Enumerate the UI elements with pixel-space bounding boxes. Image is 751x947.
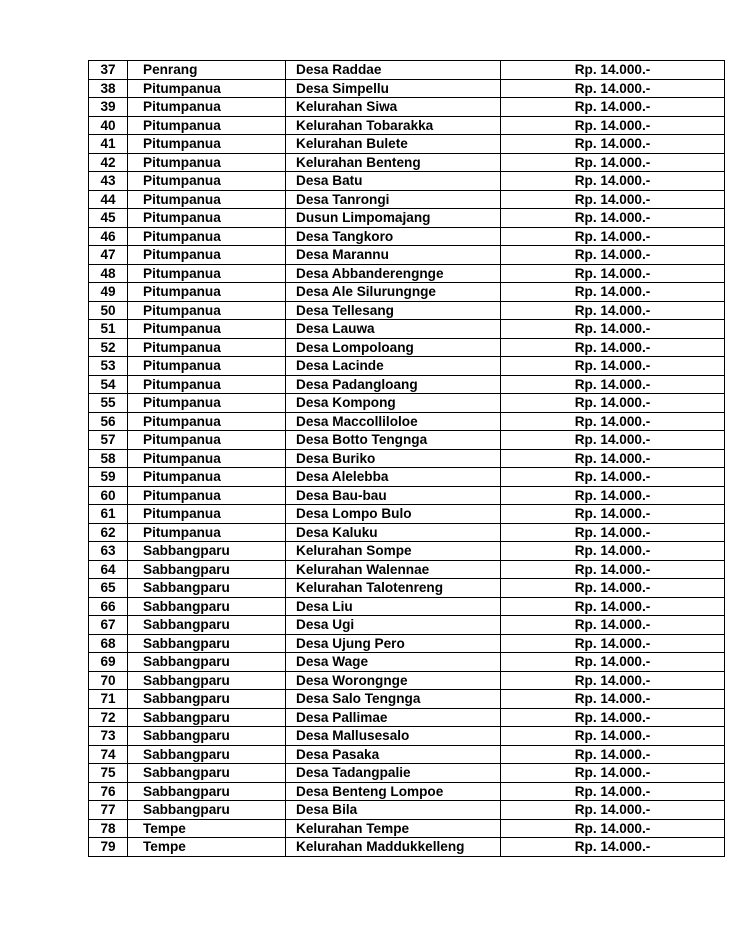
desa-cell: Desa Ale Silurungnge <box>286 283 501 302</box>
row-number-cell: 53 <box>89 357 128 376</box>
amount-cell: Rp. 14.000.- <box>501 745 725 764</box>
desa-cell: Desa Pasaka <box>286 745 501 764</box>
kecamatan-cell: Sabbangparu <box>128 653 286 672</box>
table-row <box>89 357 725 376</box>
amount-cell: Rp. 14.000.- <box>501 135 725 154</box>
table-row <box>89 61 725 80</box>
table-row <box>89 98 725 117</box>
row-number-cell: 69 <box>89 653 128 672</box>
amount-cell: Rp. 14.000.- <box>501 690 725 709</box>
row-number-cell: 61 <box>89 505 128 524</box>
desa-cell: Kelurahan Talotenreng <box>286 579 501 598</box>
desa-cell: Kelurahan Maddukkelleng <box>286 838 501 857</box>
kecamatan-cell: Tempe <box>128 838 286 857</box>
kecamatan-cell: Pitumpanua <box>128 283 286 302</box>
amount-cell: Rp. 14.000.- <box>501 394 725 413</box>
kecamatan-cell: Pitumpanua <box>128 172 286 191</box>
row-number-cell: 48 <box>89 264 128 283</box>
desa-cell: Desa Wage <box>286 653 501 672</box>
table-row <box>89 486 725 505</box>
kecamatan-cell: Sabbangparu <box>128 671 286 690</box>
desa-cell: Desa Kaluku <box>286 523 501 542</box>
kecamatan-cell: Pitumpanua <box>128 357 286 376</box>
desa-cell: Desa Maccolliloloe <box>286 412 501 431</box>
table-row <box>89 246 725 265</box>
amount-cell: Rp. 14.000.- <box>501 116 725 135</box>
amount-cell: Rp. 14.000.- <box>501 542 725 561</box>
row-number-cell: 50 <box>89 301 128 320</box>
desa-cell: Desa Tangkoro <box>286 227 501 246</box>
desa-cell: Desa Lauwa <box>286 320 501 339</box>
desa-cell: Desa Buriko <box>286 449 501 468</box>
amount-cell: Rp. 14.000.- <box>501 801 725 820</box>
amount-cell: Rp. 14.000.- <box>501 209 725 228</box>
amount-cell: Rp. 14.000.- <box>501 523 725 542</box>
row-number-cell: 65 <box>89 579 128 598</box>
amount-cell: Rp. 14.000.- <box>501 653 725 672</box>
row-number-cell: 71 <box>89 690 128 709</box>
table-row <box>89 394 725 413</box>
table-row <box>89 338 725 357</box>
desa-cell: Desa Tanrongi <box>286 190 501 209</box>
kecamatan-cell: Pitumpanua <box>128 153 286 172</box>
desa-cell: Desa Raddae <box>286 61 501 80</box>
kecamatan-cell: Pitumpanua <box>128 246 286 265</box>
amount-cell: Rp. 14.000.- <box>501 838 725 857</box>
kecamatan-cell: Sabbangparu <box>128 616 286 635</box>
table-row <box>89 172 725 191</box>
kecamatan-cell: Pitumpanua <box>128 449 286 468</box>
row-number-cell: 45 <box>89 209 128 228</box>
row-number-cell: 70 <box>89 671 128 690</box>
amount-cell: Rp. 14.000.- <box>501 708 725 727</box>
row-number-cell: 51 <box>89 320 128 339</box>
table-row <box>89 412 725 431</box>
amount-cell: Rp. 14.000.- <box>501 320 725 339</box>
desa-cell: Kelurahan Bulete <box>286 135 501 154</box>
amount-cell: Rp. 14.000.- <box>501 727 725 746</box>
kecamatan-cell: Sabbangparu <box>128 634 286 653</box>
desa-cell: Desa Padangloang <box>286 375 501 394</box>
kecamatan-cell: Penrang <box>128 61 286 80</box>
village-fee-table <box>88 60 725 857</box>
amount-cell: Rp. 14.000.- <box>501 153 725 172</box>
table-row <box>89 764 725 783</box>
kecamatan-cell: Pitumpanua <box>128 431 286 450</box>
desa-cell: Kelurahan Walennae <box>286 560 501 579</box>
table-row <box>89 116 725 135</box>
row-number-cell: 77 <box>89 801 128 820</box>
kecamatan-cell: Pitumpanua <box>128 135 286 154</box>
row-number-cell: 78 <box>89 819 128 838</box>
row-number-cell: 75 <box>89 764 128 783</box>
table-row <box>89 449 725 468</box>
row-number-cell: 74 <box>89 745 128 764</box>
kecamatan-cell: Pitumpanua <box>128 468 286 487</box>
desa-cell: Desa Benteng Lompoe <box>286 782 501 801</box>
amount-cell: Rp. 14.000.- <box>501 468 725 487</box>
amount-cell: Rp. 14.000.- <box>501 227 725 246</box>
row-number-cell: 72 <box>89 708 128 727</box>
row-number-cell: 52 <box>89 338 128 357</box>
table-row <box>89 153 725 172</box>
kecamatan-cell: Pitumpanua <box>128 116 286 135</box>
row-number-cell: 43 <box>89 172 128 191</box>
kecamatan-cell: Pitumpanua <box>128 375 286 394</box>
desa-cell: Desa Bau-bau <box>286 486 501 505</box>
desa-cell: Desa Tadangpalie <box>286 764 501 783</box>
kecamatan-cell: Pitumpanua <box>128 523 286 542</box>
kecamatan-cell: Pitumpanua <box>128 320 286 339</box>
desa-cell: Desa Abbanderengnge <box>286 264 501 283</box>
amount-cell: Rp. 14.000.- <box>501 79 725 98</box>
desa-cell: Kelurahan Benteng <box>286 153 501 172</box>
kecamatan-cell: Pitumpanua <box>128 227 286 246</box>
row-number-cell: 67 <box>89 616 128 635</box>
desa-cell: Desa Salo Tengnga <box>286 690 501 709</box>
row-number-cell: 38 <box>89 79 128 98</box>
kecamatan-cell: Pitumpanua <box>128 190 286 209</box>
desa-cell: Kelurahan Tobarakka <box>286 116 501 135</box>
kecamatan-cell: Sabbangparu <box>128 560 286 579</box>
row-number-cell: 37 <box>89 61 128 80</box>
table-row <box>89 727 725 746</box>
table-row <box>89 79 725 98</box>
table-row <box>89 671 725 690</box>
kecamatan-cell: Sabbangparu <box>128 801 286 820</box>
table-row <box>89 283 725 302</box>
amount-cell: Rp. 14.000.- <box>501 597 725 616</box>
table-row <box>89 819 725 838</box>
table-row <box>89 135 725 154</box>
row-number-cell: 62 <box>89 523 128 542</box>
kecamatan-cell: Tempe <box>128 819 286 838</box>
desa-cell: Desa Pallimae <box>286 708 501 727</box>
table-row <box>89 708 725 727</box>
desa-cell: Desa Ugi <box>286 616 501 635</box>
kecamatan-cell: Sabbangparu <box>128 727 286 746</box>
table-row <box>89 616 725 635</box>
amount-cell: Rp. 14.000.- <box>501 98 725 117</box>
row-number-cell: 59 <box>89 468 128 487</box>
table-body <box>89 61 725 857</box>
kecamatan-cell: Sabbangparu <box>128 597 286 616</box>
row-number-cell: 63 <box>89 542 128 561</box>
row-number-cell: 49 <box>89 283 128 302</box>
amount-cell: Rp. 14.000.- <box>501 431 725 450</box>
desa-cell: Desa Ujung Pero <box>286 634 501 653</box>
kecamatan-cell: Pitumpanua <box>128 264 286 283</box>
desa-cell: Kelurahan Sompe <box>286 542 501 561</box>
amount-cell: Rp. 14.000.- <box>501 634 725 653</box>
table-row <box>89 227 725 246</box>
desa-cell: Desa Lompoloang <box>286 338 501 357</box>
kecamatan-cell: Pitumpanua <box>128 394 286 413</box>
row-number-cell: 73 <box>89 727 128 746</box>
desa-cell: Desa Botto Tengnga <box>286 431 501 450</box>
amount-cell: Rp. 14.000.- <box>501 61 725 80</box>
kecamatan-cell: Pitumpanua <box>128 79 286 98</box>
desa-cell: Desa Lompo Bulo <box>286 505 501 524</box>
kecamatan-cell: Pitumpanua <box>128 301 286 320</box>
table-row <box>89 690 725 709</box>
amount-cell: Rp. 14.000.- <box>501 172 725 191</box>
amount-cell: Rp. 14.000.- <box>501 764 725 783</box>
table-row <box>89 375 725 394</box>
amount-cell: Rp. 14.000.- <box>501 246 725 265</box>
kecamatan-cell: Pitumpanua <box>128 338 286 357</box>
kecamatan-cell: Pitumpanua <box>128 98 286 117</box>
table-row <box>89 431 725 450</box>
table-row <box>89 838 725 857</box>
row-number-cell: 76 <box>89 782 128 801</box>
desa-cell: Desa Tellesang <box>286 301 501 320</box>
row-number-cell: 41 <box>89 135 128 154</box>
desa-cell: Desa Simpellu <box>286 79 501 98</box>
kecamatan-cell: Sabbangparu <box>128 690 286 709</box>
desa-cell: Dusun Limpomajang <box>286 209 501 228</box>
desa-cell: Desa Alelebba <box>286 468 501 487</box>
amount-cell: Rp. 14.000.- <box>501 412 725 431</box>
amount-cell: Rp. 14.000.- <box>501 560 725 579</box>
desa-cell: Desa Bila <box>286 801 501 820</box>
row-number-cell: 46 <box>89 227 128 246</box>
row-number-cell: 47 <box>89 246 128 265</box>
kecamatan-cell: Pitumpanua <box>128 209 286 228</box>
desa-cell: Desa Worongnge <box>286 671 501 690</box>
table-row <box>89 579 725 598</box>
desa-cell: Desa Lacinde <box>286 357 501 376</box>
table-row <box>89 597 725 616</box>
desa-cell: Desa Liu <box>286 597 501 616</box>
table-row <box>89 468 725 487</box>
desa-cell: Desa Kompong <box>286 394 501 413</box>
row-number-cell: 44 <box>89 190 128 209</box>
table-row <box>89 523 725 542</box>
kecamatan-cell: Pitumpanua <box>128 412 286 431</box>
amount-cell: Rp. 14.000.- <box>501 579 725 598</box>
table-row <box>89 542 725 561</box>
row-number-cell: 39 <box>89 98 128 117</box>
amount-cell: Rp. 14.000.- <box>501 357 725 376</box>
table-row <box>89 264 725 283</box>
kecamatan-cell: Pitumpanua <box>128 486 286 505</box>
desa-cell: Kelurahan Tempe <box>286 819 501 838</box>
desa-cell: Desa Batu <box>286 172 501 191</box>
row-number-cell: 64 <box>89 560 128 579</box>
kecamatan-cell: Pitumpanua <box>128 505 286 524</box>
amount-cell: Rp. 14.000.- <box>501 782 725 801</box>
kecamatan-cell: Sabbangparu <box>128 782 286 801</box>
table-row <box>89 634 725 653</box>
amount-cell: Rp. 14.000.- <box>501 819 725 838</box>
amount-cell: Rp. 14.000.- <box>501 375 725 394</box>
row-number-cell: 40 <box>89 116 128 135</box>
table-row <box>89 782 725 801</box>
kecamatan-cell: Sabbangparu <box>128 579 286 598</box>
kecamatan-cell: Sabbangparu <box>128 708 286 727</box>
row-number-cell: 54 <box>89 375 128 394</box>
amount-cell: Rp. 14.000.- <box>501 283 725 302</box>
table-row <box>89 801 725 820</box>
amount-cell: Rp. 14.000.- <box>501 616 725 635</box>
table-row <box>89 560 725 579</box>
row-number-cell: 60 <box>89 486 128 505</box>
amount-cell: Rp. 14.000.- <box>501 671 725 690</box>
desa-cell: Desa Marannu <box>286 246 501 265</box>
amount-cell: Rp. 14.000.- <box>501 486 725 505</box>
table-row <box>89 505 725 524</box>
table-row <box>89 745 725 764</box>
row-number-cell: 57 <box>89 431 128 450</box>
amount-cell: Rp. 14.000.- <box>501 505 725 524</box>
desa-cell: Kelurahan Siwa <box>286 98 501 117</box>
amount-cell: Rp. 14.000.- <box>501 264 725 283</box>
row-number-cell: 42 <box>89 153 128 172</box>
row-number-cell: 58 <box>89 449 128 468</box>
row-number-cell: 55 <box>89 394 128 413</box>
kecamatan-cell: Sabbangparu <box>128 764 286 783</box>
amount-cell: Rp. 14.000.- <box>501 338 725 357</box>
table-row <box>89 320 725 339</box>
row-number-cell: 79 <box>89 838 128 857</box>
amount-cell: Rp. 14.000.- <box>501 301 725 320</box>
table-row <box>89 190 725 209</box>
table-row <box>89 209 725 228</box>
table-row <box>89 653 725 672</box>
kecamatan-cell: Sabbangparu <box>128 745 286 764</box>
kecamatan-cell: Sabbangparu <box>128 542 286 561</box>
amount-cell: Rp. 14.000.- <box>501 449 725 468</box>
row-number-cell: 56 <box>89 412 128 431</box>
row-number-cell: 68 <box>89 634 128 653</box>
desa-cell: Desa Mallusesalo <box>286 727 501 746</box>
row-number-cell: 66 <box>89 597 128 616</box>
table-row <box>89 301 725 320</box>
amount-cell: Rp. 14.000.- <box>501 190 725 209</box>
